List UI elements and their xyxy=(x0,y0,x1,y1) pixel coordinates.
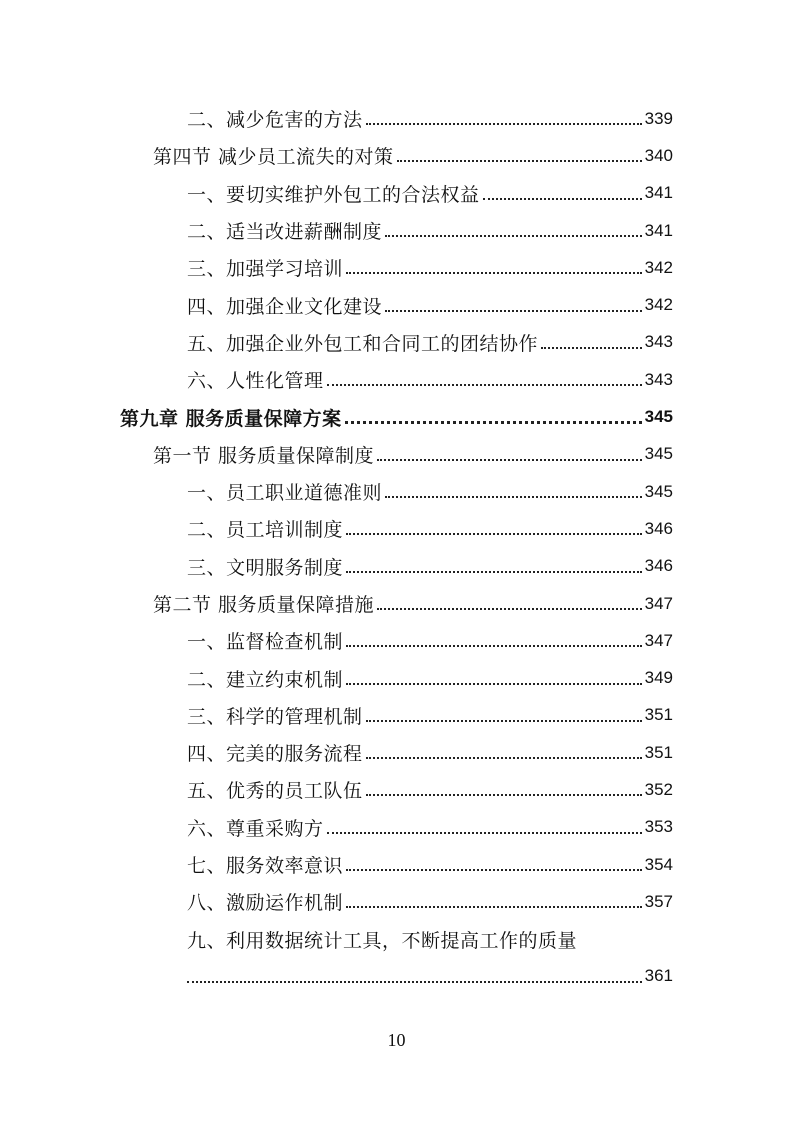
toc-page-number: 349 xyxy=(644,668,673,688)
toc-subsection-entry[interactable] xyxy=(0,324,793,361)
toc-entry-title: 第二节 服务质量保障措施 xyxy=(153,594,375,616)
toc-page-number: 347 xyxy=(644,593,673,613)
toc-page-number: 345 xyxy=(644,407,673,427)
toc-dot-leader xyxy=(346,855,642,874)
toc-entry-title: 六、人性化管理 xyxy=(187,370,324,393)
toc-dot-leader xyxy=(377,445,642,464)
toc-page-number: 354 xyxy=(644,854,673,874)
toc-page-number: 341 xyxy=(644,220,673,240)
toc-page-number: 357 xyxy=(644,891,673,911)
toc-dot-leader xyxy=(187,967,642,986)
toc-page-number: 353 xyxy=(644,817,673,837)
toc-dot-leader xyxy=(345,408,642,427)
toc-entry-title: 五、优秀的员工队伍 xyxy=(187,780,363,803)
toc-dot-leader xyxy=(366,706,642,725)
toc-entry-title: 三、科学的管理机制 xyxy=(187,705,363,728)
toc-page-number: 351 xyxy=(644,742,673,762)
toc-entry-title: 四、加强企业文化建设 xyxy=(187,295,383,318)
toc-entry-title: 六、尊重采购方 xyxy=(187,817,324,840)
toc-dot-leader xyxy=(327,370,642,389)
toc-dot-leader xyxy=(366,780,642,799)
toc-entry-title: 一、监督检查机制 xyxy=(187,631,344,654)
toc-page-number: 343 xyxy=(644,332,673,352)
toc-entry-title: 一、员工职业道德准则 xyxy=(187,482,383,505)
toc-subsection-entry[interactable] xyxy=(0,622,793,659)
toc-dot-leader xyxy=(346,892,642,911)
toc-entry-title: 三、文明服务制度 xyxy=(187,556,344,579)
toc-subsection-entry[interactable] xyxy=(0,510,793,547)
toc-page-number: 345 xyxy=(644,481,673,501)
toc-page-number: 346 xyxy=(644,556,673,576)
toc-page-number: 343 xyxy=(644,369,673,389)
toc-subsection-entry[interactable] xyxy=(0,809,793,846)
toc-subsection-entry[interactable] xyxy=(0,361,793,398)
toc-entry-title: 九、利用数据统计工具，不断提高工作的质量 xyxy=(187,929,578,952)
toc-entry-title: 三、加强学习培训 xyxy=(187,258,344,281)
toc-entry-title: 第一节 服务质量保障制度 xyxy=(153,444,375,467)
toc-dot-leader xyxy=(377,594,642,613)
toc-subsection-entry[interactable] xyxy=(0,659,793,696)
toc-dot-leader xyxy=(346,557,642,576)
toc-subsection-entry[interactable] xyxy=(0,921,793,958)
toc-page-number: 347 xyxy=(644,630,673,650)
toc-subsection-entry[interactable] xyxy=(0,548,793,585)
toc-dot-leader xyxy=(346,669,642,688)
toc-page-number: 352 xyxy=(644,779,673,799)
toc-dot-leader xyxy=(385,482,642,501)
toc-entry-title: 四、完美的服务流程 xyxy=(187,743,363,766)
toc-dot-leader xyxy=(346,631,642,650)
toc-page-number: 341 xyxy=(644,183,673,203)
toc-chapter-entry[interactable] xyxy=(0,398,793,435)
toc-entry-title: 二、适当改进薪酬制度 xyxy=(187,221,383,244)
toc-entry-title: 七、服务效率意识 xyxy=(187,855,344,878)
toc-subsection-entry[interactable] xyxy=(0,100,793,137)
toc-subsection-entry[interactable] xyxy=(0,734,793,771)
toc-entry-title: 一、要切实维护外包工的合法权益 xyxy=(187,183,480,206)
toc-subsection-entry[interactable] xyxy=(0,697,793,734)
toc-entry-continuation[interactable] xyxy=(0,958,793,995)
toc-section-entry[interactable] xyxy=(0,436,793,473)
toc-subsection-entry[interactable] xyxy=(0,473,793,510)
toc-dot-leader xyxy=(397,146,642,165)
page-number: 10 xyxy=(387,1030,406,1050)
toc-dot-leader xyxy=(346,519,642,538)
toc-dot-leader xyxy=(541,333,642,352)
toc-entry-title: 二、减少危害的方法 xyxy=(187,109,363,132)
toc-subsection-entry[interactable] xyxy=(0,212,793,249)
toc-dot-leader xyxy=(483,184,642,203)
toc-subsection-entry[interactable] xyxy=(0,846,793,883)
toc-dot-leader xyxy=(366,109,642,128)
toc-entry-title: 八、激励运作机制 xyxy=(187,892,344,915)
toc-subsection-entry[interactable] xyxy=(0,249,793,286)
toc-page-number: 342 xyxy=(644,295,673,315)
toc-dot-leader xyxy=(385,221,642,240)
toc-entry-title: 第四节 减少员工流失的对策 xyxy=(153,146,394,169)
toc-page-number: 345 xyxy=(644,444,673,464)
toc-page-number: 361 xyxy=(644,966,673,986)
toc-entry-title: 二、员工培训制度 xyxy=(187,519,344,542)
toc-subsection-entry[interactable] xyxy=(0,286,793,323)
toc-section-entry[interactable] xyxy=(0,137,793,174)
toc-page-number: 351 xyxy=(644,705,673,725)
toc-page-number: 339 xyxy=(644,108,673,128)
toc-entry-title: 第九章 服务质量保障方案 xyxy=(120,407,342,430)
toc-dot-leader xyxy=(366,743,642,762)
toc-subsection-entry[interactable] xyxy=(0,175,793,212)
toc-page-number: 340 xyxy=(644,145,673,165)
toc-page-number: 346 xyxy=(644,518,673,538)
toc-dot-leader xyxy=(327,818,642,837)
toc-entry-title: 五、加强企业外包工和合同工的团结协作 xyxy=(187,332,539,355)
toc-subsection-entry[interactable] xyxy=(0,883,793,920)
toc-dot-leader xyxy=(385,296,642,315)
toc-subsection-entry[interactable] xyxy=(0,771,793,808)
toc-page-number: 342 xyxy=(644,257,673,277)
toc-entry-title: 二、建立约束机制 xyxy=(187,668,344,691)
table-of-contents xyxy=(0,100,793,995)
toc-section-entry[interactable] xyxy=(0,585,793,622)
toc-dot-leader xyxy=(346,258,642,277)
